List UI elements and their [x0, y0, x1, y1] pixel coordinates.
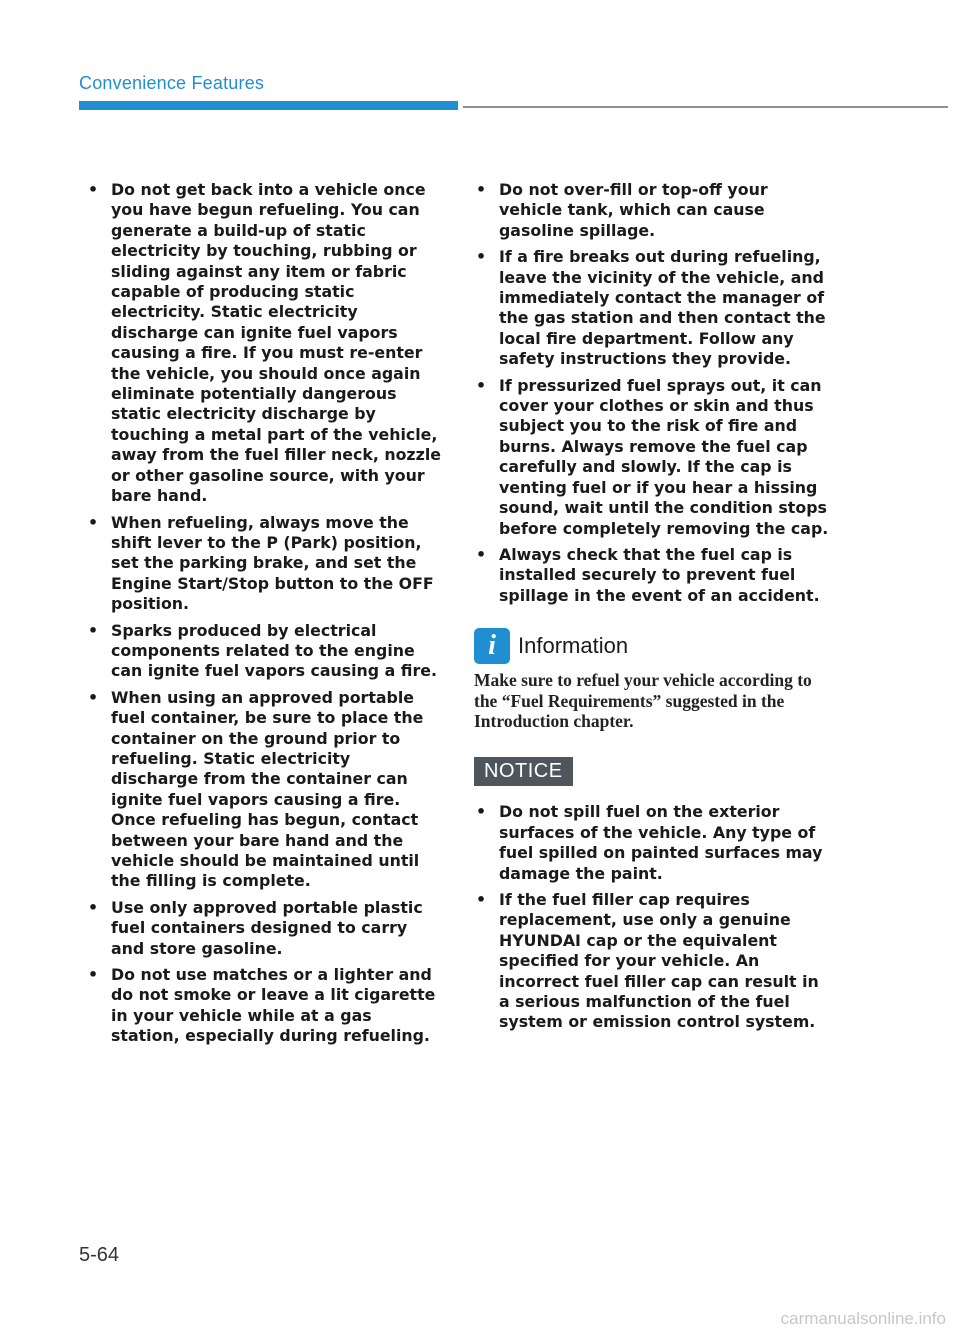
list-item-text: When refueling, always move the shift lever to the P (Park) position, set the parking brake, and set the Engine Start/Stop button to the OFF position. [111, 512, 434, 614]
list-item-text: Use only approved portable plastic fuel containers designed to carry and store gasoline. [111, 897, 423, 958]
warning-list-right [474, 180, 834, 606]
bullet-icon: • [476, 180, 487, 199]
list-item [474, 376, 834, 539]
bullet-icon: • [88, 897, 99, 917]
header-accent-bar [79, 101, 458, 110]
list-item [474, 545, 834, 606]
list-item-text: Do not use matches or a lighter and do not smoke or leave a lit cigarette in your vehicle while at a gas station, especially during refueling. [111, 965, 436, 1046]
bullet-icon: • [88, 180, 99, 199]
page-number: 5-64 [79, 1244, 120, 1266]
list-item-text: If pressurized fuel sprays out, it can cover your clothes or skin and thus subject you to the risk of fire and burns. Always remove the fuel cap carefully and slowly. If the cap is venting fuel or if you hear a hissing sound, wait until the condition stops before completely removing the cap. [499, 375, 829, 538]
list-item-text: Do not over-fill or top-off your vehicle tank, which can cause gasoline spillage. [499, 180, 768, 240]
bullet-icon: • [88, 687, 99, 707]
list-item [86, 513, 442, 615]
list-item-text: Always check that the fuel cap is installed securely to prevent fuel spillage in the event of an accident. [499, 544, 820, 605]
list-item [474, 802, 834, 884]
info-icon: i [474, 628, 510, 664]
list-item-text: If a fire breaks out during refueling, leave the vicinity of the vehicle, and immediately contact the manager of the gas station and then contact the local fire department. Follow any safety instructions they provide. [499, 247, 826, 369]
bullet-icon: • [476, 247, 487, 267]
bullet-icon: • [476, 802, 487, 822]
information-text: Make sure to refuel your vehicle according to the “Fuel Requirements” suggested in the Introduction chapter. [474, 670, 812, 731]
bullet-icon: • [88, 512, 99, 532]
list-item-text: Do not spill fuel on the exterior surfaces of the vehicle. Any type of fuel spilled on painted surfaces may damage the paint. [499, 802, 823, 883]
information-heading [474, 628, 834, 664]
notice-list [474, 802, 834, 1032]
notice-badge: NOTICE [474, 757, 573, 786]
warning-list-left [86, 180, 442, 1047]
bullet-icon: • [88, 620, 99, 640]
bullet-icon: • [88, 965, 99, 985]
list-item [474, 890, 834, 1033]
information-title: Information [518, 633, 629, 659]
list-item [474, 180, 834, 241]
header-rule [463, 106, 948, 108]
list-item-text: When using an approved portable fuel container, be sure to place the container on the ground prior to refueling. Static electricity discharge from the container can ignite fuel vapors causing a fire. Once refueling has begun, contact between your bare hand and the vehicle should be maintained until the filling is complete. [111, 687, 424, 891]
bullet-icon: • [476, 544, 487, 564]
bullet-icon: • [476, 889, 487, 909]
section-title: Convenience Features [79, 73, 265, 93]
list-item [86, 898, 442, 959]
list-item [474, 247, 834, 369]
right-column [474, 180, 834, 1039]
list-item [86, 180, 442, 507]
bullet-icon: • [476, 375, 487, 395]
list-item [86, 621, 442, 682]
list-item-text: Sparks produced by electrical components related to the engine can ignite fuel vapors causing a fire. [111, 620, 437, 681]
watermark: carmanualsonline.info [780, 1309, 946, 1328]
list-item-text: If the fuel filler cap requires replacement, use only a genuine HYUNDAI cap or the equivalent specified for your vehicle. An incorrect fuel filler cap can result in a serious malfunction of the fuel system or emission control system. [499, 889, 819, 1032]
list-item [86, 965, 442, 1047]
list-item [86, 688, 442, 892]
list-item-text: Do not get back into a vehicle once you have begun refueling. You can generate a build-up of static electricity by touching, rubbing or sliding against any item or fabric capable of producing static electricity. Static electricity discharge can ignite fuel vapors causing a fire. If you must re-enter the vehicle, you should once again eliminate potentially dangerous static electricity discharge by touching a metal part of the vehicle, away from the fuel filler neck, nozzle or other gasoline source, with your bare hand. [111, 180, 441, 506]
left-column [86, 180, 442, 1053]
